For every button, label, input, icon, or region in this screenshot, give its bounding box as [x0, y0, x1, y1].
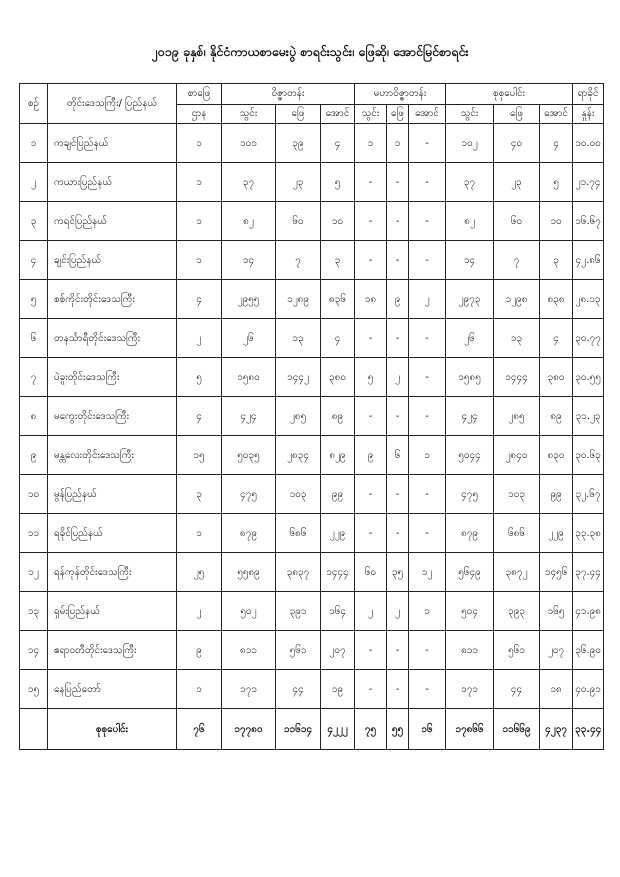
cell-m-pass: - — [409, 241, 446, 280]
cell-centers: ၂ — [177, 592, 222, 631]
table-row — [20, 592, 604, 631]
cell-no: ၁ — [20, 124, 48, 163]
cell-total-b-reg: ၁၇၇၈၀ — [222, 709, 276, 750]
cell-b-sat: ၄၄ — [276, 670, 321, 709]
cell-m-reg: ၂ — [355, 592, 387, 631]
table-row — [20, 241, 604, 280]
cell-t-pass: ၂၂၉ — [540, 514, 573, 553]
cell-b-sat: ၇ — [276, 241, 321, 280]
header-rate-1: ရာခိုင် — [573, 84, 604, 105]
cell-m-reg: - — [355, 202, 387, 241]
cell-total-m-pass: ၁၆ — [409, 709, 446, 750]
cell-centers: ၂ — [177, 319, 222, 358]
cell-total-t-pass: ၄၂၃၇ — [540, 709, 573, 750]
header-b-register: သွင်း — [222, 105, 276, 124]
table-row — [20, 280, 604, 319]
cell-t-reg: ၂၆ — [446, 319, 494, 358]
cell-name: ကချင်ပြည်နယ် — [48, 124, 177, 163]
cell-total-rate: ၃၃.၄၄ — [573, 709, 604, 750]
header-rate-2: နှုန်း — [573, 105, 604, 124]
cell-t-sat: ၂၃ — [494, 163, 540, 202]
cell-b-pass: ၈၃၆ — [321, 280, 355, 319]
cell-centers: ၃ — [177, 475, 222, 514]
cell-t-sat: ၅၆၁ — [494, 631, 540, 670]
cell-m-pass: - — [409, 475, 446, 514]
cell-t-sat: ၆၈၆ — [494, 514, 540, 553]
cell-total-centers: ၇၆ — [177, 709, 222, 750]
cell-b-reg: ၈၂ — [222, 202, 276, 241]
cell-rate: ၄၂.၈၆ — [573, 241, 604, 280]
cell-name: ချင်းပြည်နယ် — [48, 241, 177, 280]
cell-name: ပဲခူးတိုင်းဒေသကြီး — [48, 358, 177, 397]
cell-total-t-sat: ၁၁၆၆၉ — [494, 709, 540, 750]
cell-name: မန္တလေးတိုင်းဒေသကြီး — [48, 436, 177, 475]
cell-b-pass: ၈၂၉ — [321, 436, 355, 475]
cell-b-pass: ၈၉ — [321, 397, 355, 436]
cell-name: ကယားပြည်နယ် — [48, 163, 177, 202]
cell-b-sat: ၂၃ — [276, 163, 321, 202]
cell-b-pass: ၉၉ — [321, 475, 355, 514]
cell-rate: ၃၀.၅၅ — [573, 358, 604, 397]
cell-m-sat: ၆ — [387, 436, 409, 475]
cell-name: စစ်ကိုင်းတိုင်းဒေသကြီး — [48, 280, 177, 319]
table-row — [20, 319, 604, 358]
results-table — [19, 83, 604, 750]
cell-m-pass: - — [409, 358, 446, 397]
cell-m-reg: ၆၀ — [355, 553, 387, 592]
cell-t-reg: ၁၇၁ — [446, 670, 494, 709]
cell-rate: ၄၀.၉၁ — [573, 670, 604, 709]
cell-centers: ၁ — [177, 514, 222, 553]
cell-no: ၁၃ — [20, 592, 48, 631]
cell-no: ၄ — [20, 241, 48, 280]
table-row — [20, 514, 604, 553]
cell-t-reg: ၈၂ — [446, 202, 494, 241]
header-bachelor: ဝိဇ္ဇာတန်း — [222, 84, 355, 105]
header-no: စဉ် — [20, 84, 48, 124]
table-row — [20, 436, 604, 475]
cell-m-pass: ၂ — [409, 280, 446, 319]
cell-centers: ၁၅ — [177, 436, 222, 475]
cell-m-pass: - — [409, 631, 446, 670]
cell-t-pass: ၁၀ — [540, 202, 573, 241]
cell-b-pass: ၂၂၉ — [321, 514, 355, 553]
cell-rate: ၃၀.၇၇ — [573, 319, 604, 358]
cell-b-sat: ၁၃ — [276, 319, 321, 358]
cell-rate: ၃၇.၄၄ — [573, 553, 604, 592]
cell-b-sat: ၃၈၃၇ — [276, 553, 321, 592]
cell-t-pass: ၁၈ — [540, 670, 573, 709]
cell-total-b-pass: ၄၂၂၂ — [321, 709, 355, 750]
cell-b-sat: ၂၈၃၄ — [276, 436, 321, 475]
cell-t-sat: ၂၈၅ — [494, 397, 540, 436]
header-t-sat: ဖြေ — [494, 105, 540, 124]
table-row — [20, 163, 604, 202]
cell-no: ၉ — [20, 436, 48, 475]
cell-m-reg: - — [355, 514, 387, 553]
cell-m-sat: ၂ — [387, 358, 409, 397]
cell-m-reg: - — [355, 631, 387, 670]
header-centers-2: ဌာန — [177, 105, 222, 124]
cell-total-label: စုစုပေါင်း — [48, 709, 177, 750]
cell-t-reg: ၁၅၈၅ — [446, 358, 494, 397]
header-master: မဟာဝိဇ္ဇာတန်း — [355, 84, 446, 105]
cell-t-reg: ၂၉၇၃ — [446, 280, 494, 319]
cell-m-reg: - — [355, 163, 387, 202]
cell-m-reg: ၉ — [355, 436, 387, 475]
cell-t-reg: ၁၀၂ — [446, 124, 494, 163]
cell-t-sat: ၇ — [494, 241, 540, 280]
cell-no: ၅ — [20, 280, 48, 319]
cell-t-sat: ၄၀ — [494, 124, 540, 163]
table-row — [20, 397, 604, 436]
cell-t-sat: ၁၄၄၄ — [494, 358, 540, 397]
cell-b-pass: ၂၀၇ — [321, 631, 355, 670]
cell-m-sat: ၂ — [387, 592, 409, 631]
cell-name: ရန်ကုန်တိုင်းဒေသကြီး — [48, 553, 177, 592]
cell-b-sat: ၁၄၄၂ — [276, 358, 321, 397]
cell-rate: ၃၀.၆၃ — [573, 436, 604, 475]
cell-b-reg: ၈၇၉ — [222, 514, 276, 553]
cell-b-pass: ၅ — [321, 163, 355, 202]
cell-t-sat: ၁၀၃ — [494, 475, 540, 514]
cell-total-no — [20, 709, 48, 750]
cell-m-pass: - — [409, 124, 446, 163]
cell-b-pass: ၁၄၄၄ — [321, 553, 355, 592]
cell-t-reg: ၅၀၄၄ — [446, 436, 494, 475]
cell-rate: ၁၀.၀၀ — [573, 124, 604, 163]
cell-m-reg: - — [355, 397, 387, 436]
cell-t-pass: ၉၉ — [540, 475, 573, 514]
cell-t-sat: ၂၈၄၀ — [494, 436, 540, 475]
header-t-register: သွင်း — [446, 105, 494, 124]
cell-no: ၃ — [20, 202, 48, 241]
cell-b-reg: ၈၁၁ — [222, 631, 276, 670]
cell-rate: ၁၆.၆၇ — [573, 202, 604, 241]
cell-b-sat: ၂၈၅ — [276, 397, 321, 436]
cell-t-reg: ၅၆၄၉ — [446, 553, 494, 592]
cell-rate: ၂၈.၁၃ — [573, 280, 604, 319]
cell-name: ရခိုင်ပြည်နယ် — [48, 514, 177, 553]
cell-t-pass: ၁၆၅ — [540, 592, 573, 631]
cell-b-sat: ၃၉၁ — [276, 592, 321, 631]
table-row — [20, 631, 604, 670]
cell-t-pass: ၈၃၀ — [540, 436, 573, 475]
cell-t-pass: ၅ — [540, 163, 573, 202]
cell-t-reg: ၁၄ — [446, 241, 494, 280]
table-row — [20, 670, 604, 709]
cell-t-sat: ၁၃ — [494, 319, 540, 358]
cell-t-sat: ၃၈၇၂ — [494, 553, 540, 592]
cell-m-sat: - — [387, 514, 409, 553]
cell-total-m-sat: ၅၅ — [387, 709, 409, 750]
cell-name: မွန်ပြည်နယ် — [48, 475, 177, 514]
header-centers-1: စာဖြေ — [177, 84, 222, 105]
cell-name: မကွေးတိုင်းဒေသကြီး — [48, 397, 177, 436]
header-m-register: သွင်း — [355, 105, 387, 124]
cell-t-pass: ၄ — [540, 319, 573, 358]
cell-t-pass: ၃၈၀ — [540, 358, 573, 397]
table-row — [20, 202, 604, 241]
cell-m-sat: - — [387, 241, 409, 280]
cell-name: တနင်္သာရီတိုင်းဒေသကြီး — [48, 319, 177, 358]
cell-total-b-sat: ၁၁၆၁၄ — [276, 709, 321, 750]
cell-m-reg: - — [355, 475, 387, 514]
cell-m-reg: ၁၈ — [355, 280, 387, 319]
cell-m-reg: ၅ — [355, 358, 387, 397]
cell-name: ကရင်ပြည်နယ် — [48, 202, 177, 241]
cell-centers: ၁ — [177, 163, 222, 202]
cell-t-sat: ၄၄ — [494, 670, 540, 709]
cell-total-m-reg: ၇၅ — [355, 709, 387, 750]
cell-m-pass: - — [409, 163, 446, 202]
cell-m-pass: - — [409, 397, 446, 436]
cell-m-sat: ၁ — [387, 124, 409, 163]
cell-t-pass: ၃ — [540, 241, 573, 280]
cell-rate: ၃၂.၆၇ — [573, 475, 604, 514]
header-m-pass: အောင် — [409, 105, 446, 124]
cell-b-reg: ၁၇၁ — [222, 670, 276, 709]
cell-no: ၁၀ — [20, 475, 48, 514]
cell-t-pass: ၁၄၅၆ — [540, 553, 573, 592]
cell-rate: ၃၃.၃၈ — [573, 514, 604, 553]
cell-m-sat: ၉ — [387, 280, 409, 319]
cell-total-t-reg: ၁၇၈၆၆ — [446, 709, 494, 750]
cell-b-pass: ၃၈၀ — [321, 358, 355, 397]
table-row — [20, 475, 604, 514]
cell-rate: ၃၁.၂၃ — [573, 397, 604, 436]
cell-t-sat: ၁၂၉၈ — [494, 280, 540, 319]
cell-m-pass: - — [409, 319, 446, 358]
cell-b-pass: ၄ — [321, 124, 355, 163]
cell-m-sat: - — [387, 397, 409, 436]
cell-m-pass: - — [409, 514, 446, 553]
cell-b-reg: ၂၆ — [222, 319, 276, 358]
cell-no: ၆ — [20, 319, 48, 358]
cell-b-sat: ၆၀ — [276, 202, 321, 241]
cell-centers: ၁ — [177, 241, 222, 280]
cell-b-reg: ၅၀၂ — [222, 592, 276, 631]
cell-m-sat: - — [387, 319, 409, 358]
cell-t-pass: ၂၀၇ — [540, 631, 573, 670]
cell-centers: ၉ — [177, 631, 222, 670]
cell-rate: ၄၁.၉၈ — [573, 592, 604, 631]
cell-centers: ၄ — [177, 397, 222, 436]
cell-m-pass: - — [409, 670, 446, 709]
cell-name: ဧရာဝတီတိုင်းဒေသကြီး — [48, 631, 177, 670]
cell-m-pass: - — [409, 202, 446, 241]
cell-rate: ၃၆.၉၀ — [573, 631, 604, 670]
cell-m-sat: - — [387, 631, 409, 670]
cell-b-pass: ၃ — [321, 241, 355, 280]
cell-m-reg: - — [355, 241, 387, 280]
cell-b-sat: ၁၀၃ — [276, 475, 321, 514]
table-body — [20, 124, 604, 750]
cell-no: ၈ — [20, 397, 48, 436]
cell-m-pass: ၁၂ — [409, 553, 446, 592]
cell-centers: ၁ — [177, 202, 222, 241]
cell-b-reg: ၄၂၄ — [222, 397, 276, 436]
cell-centers: ၄ — [177, 280, 222, 319]
cell-no: ၁၁ — [20, 514, 48, 553]
cell-t-pass: ၈၃၈ — [540, 280, 573, 319]
cell-m-sat: - — [387, 670, 409, 709]
cell-b-sat: ၆၈၆ — [276, 514, 321, 553]
cell-no: ၇ — [20, 358, 48, 397]
cell-t-reg: ၄၂၄ — [446, 397, 494, 436]
cell-m-reg: - — [355, 319, 387, 358]
cell-m-pass: ၁ — [409, 592, 446, 631]
cell-no: ၁၂ — [20, 553, 48, 592]
cell-m-reg: ၁ — [355, 124, 387, 163]
page-title: ၂၀၁၉ ခုနှစ်၊ နိုင်ငံကာယစာမေးပွဲ စာရင်းသွင်း၊ ဖြေဆို၊ အောင်မြင်စာရင်း — [151, 44, 469, 59]
table-row — [20, 124, 604, 163]
cell-m-sat: - — [387, 202, 409, 241]
cell-no: ၁၅ — [20, 670, 48, 709]
cell-b-pass: ၁၀ — [321, 202, 355, 241]
header-b-sat: ဖြေ — [276, 105, 321, 124]
cell-t-reg: ၈၇၉ — [446, 514, 494, 553]
cell-b-pass: ၁၉ — [321, 670, 355, 709]
cell-no: ၂ — [20, 163, 48, 202]
cell-b-sat: ၃၉ — [276, 124, 321, 163]
cell-t-sat: ၆၀ — [494, 202, 540, 241]
header-b-pass: အောင် — [321, 105, 355, 124]
header-t-pass: အောင် — [540, 105, 573, 124]
cell-name: နေပြည်တော် — [48, 670, 177, 709]
cell-t-reg: ၃၇ — [446, 163, 494, 202]
cell-m-sat: - — [387, 475, 409, 514]
cell-m-pass: ၁ — [409, 436, 446, 475]
cell-centers: ၂၅ — [177, 553, 222, 592]
cell-b-reg: ၁၅၈၀ — [222, 358, 276, 397]
header-region: တိုင်းဒေသကြီး/ ပြည်နယ် — [48, 84, 177, 124]
cell-b-reg: ၅၀၃၅ — [222, 436, 276, 475]
cell-m-sat: - — [387, 163, 409, 202]
cell-t-reg: ၅၀၄ — [446, 592, 494, 631]
cell-b-sat: ၅၆၁ — [276, 631, 321, 670]
cell-b-reg: ၃၇ — [222, 163, 276, 202]
cell-t-reg: ၄၇၅ — [446, 475, 494, 514]
cell-m-sat: ၃၅ — [387, 553, 409, 592]
cell-centers: ၁ — [177, 670, 222, 709]
cell-t-sat: ၃၉၃ — [494, 592, 540, 631]
cell-b-reg: ၅၅၈၉ — [222, 553, 276, 592]
cell-b-reg: ၁၀၁ — [222, 124, 276, 163]
cell-b-pass: ၄ — [321, 319, 355, 358]
cell-name: ရှမ်းပြည်နယ် — [48, 592, 177, 631]
cell-t-pass: ၄ — [540, 124, 573, 163]
cell-b-pass: ၁၆၄ — [321, 592, 355, 631]
cell-b-sat: ၁၂၈၉ — [276, 280, 321, 319]
header-m-sat: ဖြေ — [387, 105, 409, 124]
table-row-total — [20, 709, 604, 750]
header-total: စုစုပေါင်း — [446, 84, 573, 105]
cell-m-reg: - — [355, 670, 387, 709]
cell-rate: ၂၁.၇၄ — [573, 163, 604, 202]
cell-t-reg: ၈၁၁ — [446, 631, 494, 670]
cell-no: ၁၄ — [20, 631, 48, 670]
cell-b-reg: ၂၉၅၅ — [222, 280, 276, 319]
table-row — [20, 358, 604, 397]
cell-t-pass: ၈၉ — [540, 397, 573, 436]
table-row — [20, 553, 604, 592]
cell-b-reg: ၄၇၅ — [222, 475, 276, 514]
cell-centers: ၁ — [177, 124, 222, 163]
cell-b-reg: ၁၄ — [222, 241, 276, 280]
cell-centers: ၅ — [177, 358, 222, 397]
